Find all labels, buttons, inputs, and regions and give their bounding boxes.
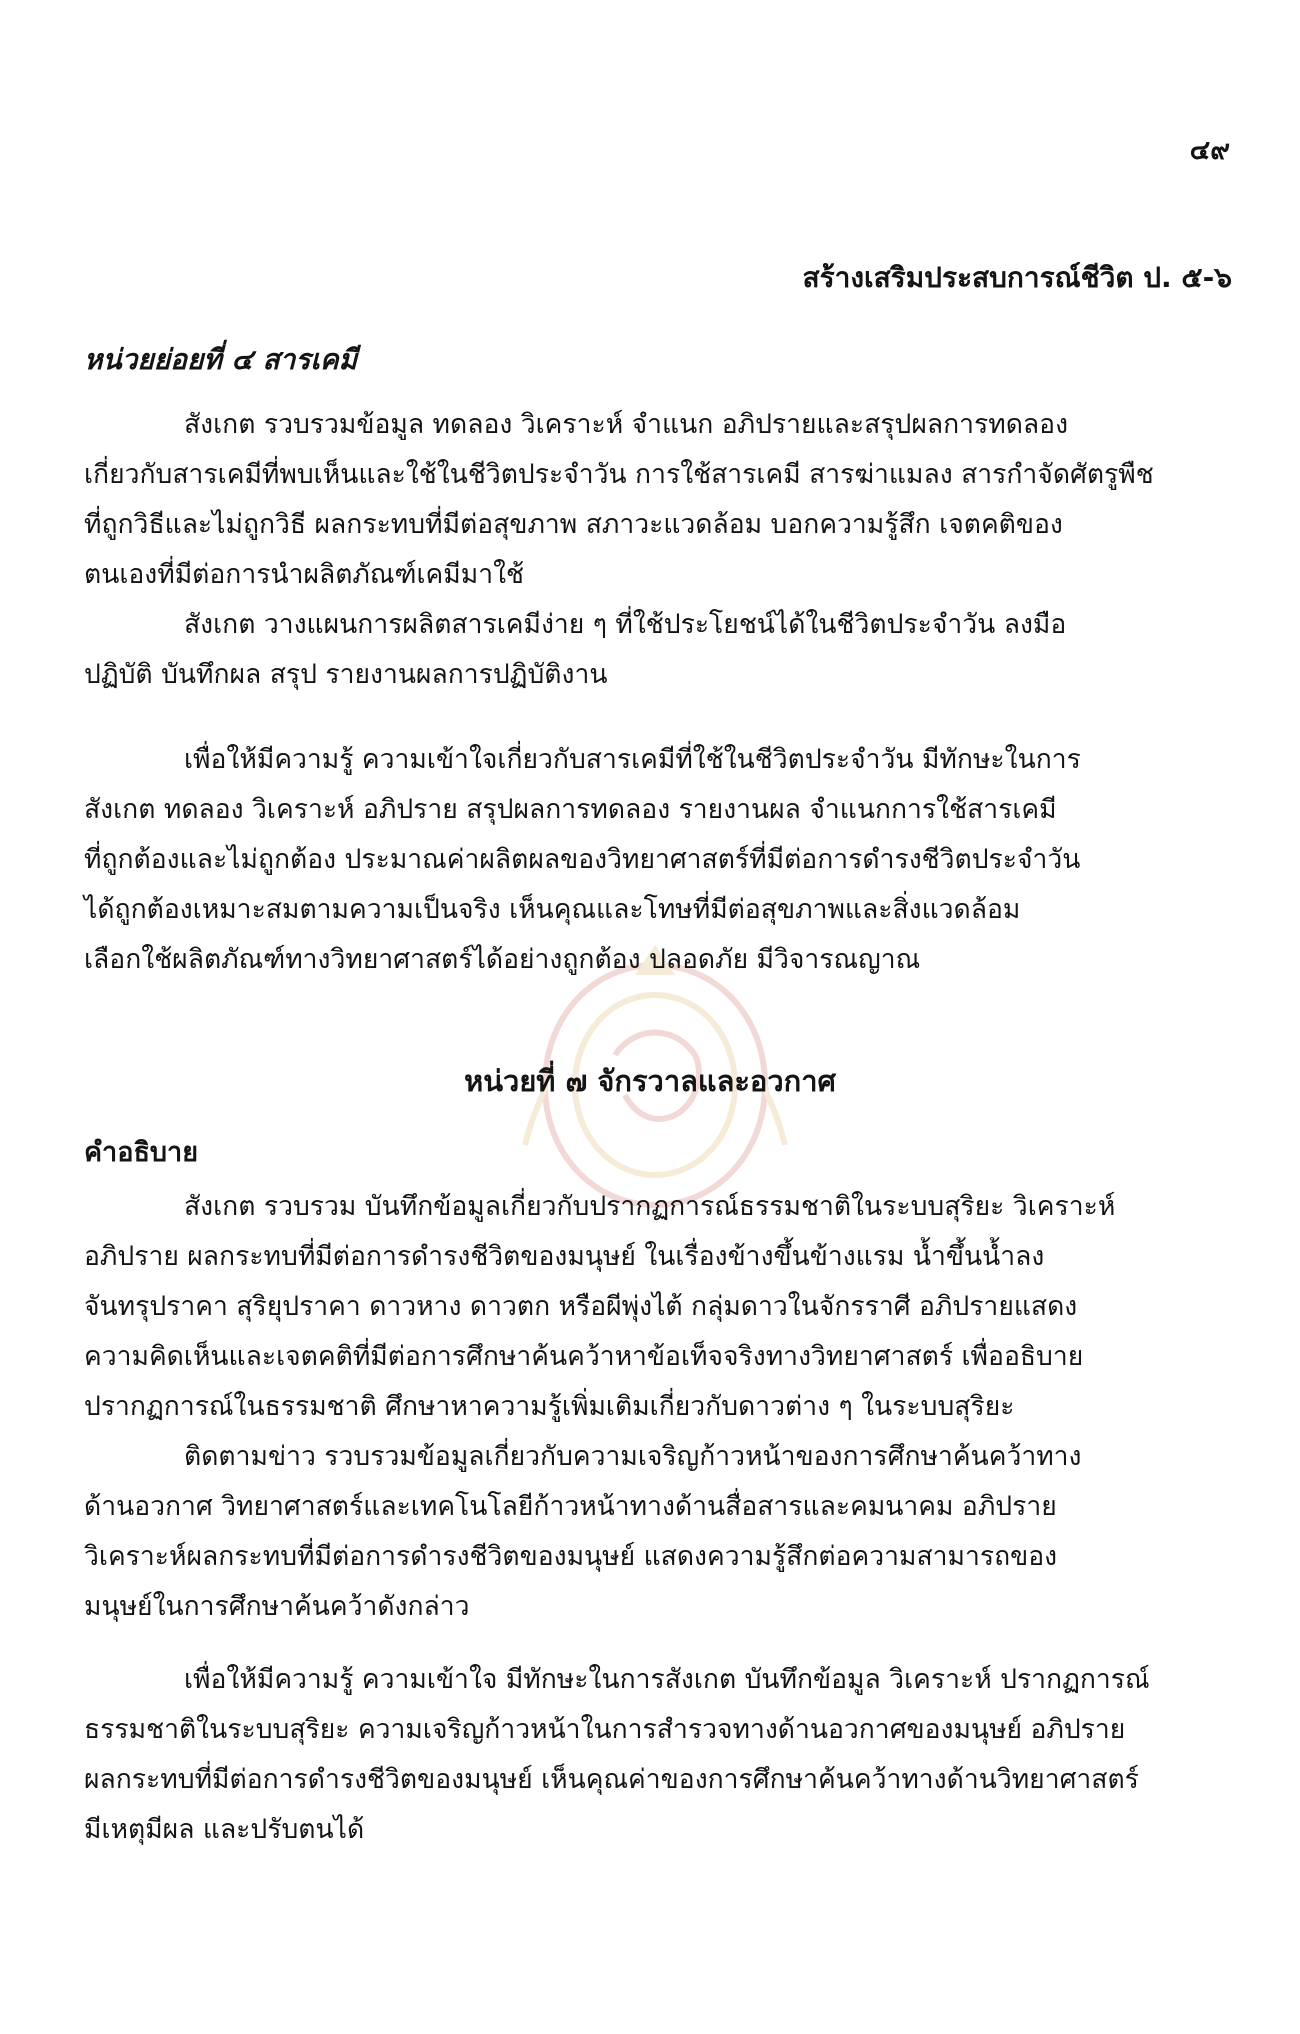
paragraph-line: จันทรุปราคา สุริยุปราคา ดาวหาง ดาวตก หรือผีพุ่งไต้ กลุ่มดาวในจักรราศี อภิปรายแสดง bbox=[84, 1291, 1078, 1322]
paragraph-line: เกี่ยวกับสารเคมีที่พบเห็นและใช้ในชีวิตประจำวัน การใช้สารเคมี สารฆ่าแมลง สารกำจัดศัตรูพืช bbox=[84, 459, 1154, 490]
paragraph-line: ที่ถูกต้องและไม่ถูกต้อง ประมาณค่าผลิตผลของวิทยาศาสตร์ที่มีต่อการดำรงชีวิตประจำวัน bbox=[84, 844, 1081, 875]
unit-paragraph-3 bbox=[84, 1655, 1234, 1855]
paragraph-line: สังเกต วางแผนการผลิตสารเคมีง่าย ๆ ที่ใช้ประโยชน์ได้ในชีวิตประจำวัน ลงมือ bbox=[184, 609, 1067, 640]
paragraph-line: มีเหตุมีผล และปรับตนได้ bbox=[84, 1814, 365, 1845]
subunit-paragraph-3 bbox=[84, 735, 1234, 985]
subunit-paragraph-1 bbox=[84, 400, 1234, 600]
paragraph-line: ธรรมชาติในระบบสุริยะ ความเจริญก้าวหน้าในการสำรวจทางด้านอวกาศของมนุษย์ อภิปราย bbox=[84, 1714, 1126, 1745]
unit-paragraph-1 bbox=[84, 1182, 1234, 1432]
paragraph-line: ติดตามข่าว รวบรวมข้อมูลเกี่ยวกับความเจริญก้าวหน้าของการศึกษาค้นคว้าทาง bbox=[184, 1441, 1082, 1472]
header-title: สร้างเสริมประสบการณ์ชีวิต ป. ๕-๖ bbox=[802, 261, 1232, 294]
unit-paragraph-2 bbox=[84, 1432, 1234, 1632]
paragraph-line: ที่ถูกวิธีและไม่ถูกวิธี ผลกระทบที่มีต่อสุขภาพ สภาวะแวดล้อม บอกความรู้สึก เจตคติของ bbox=[84, 509, 1063, 540]
subunit-title: หน่วยย่อยที่ ๔ สารเคมี bbox=[84, 343, 358, 376]
section-label: คำอธิบาย bbox=[84, 1137, 199, 1168]
paragraph-line: ปฏิบัติ บันทึกผล สรุป รายงานผลการปฏิบัติงาน bbox=[84, 659, 608, 690]
paragraph-line: มนุษย์ในการศึกษาค้นคว้าดังกล่าว bbox=[84, 1591, 470, 1622]
paragraph-line: สังเกต ทดลอง วิเคราะห์ อภิปราย สรุปผลการทดลอง รายงานผล จำแนกการใช้สารเคมี bbox=[84, 794, 1057, 825]
paragraph-line: ด้านอวกาศ วิทยาศาสตร์และเทคโนโลยีก้าวหน้าทางด้านสื่อสารและคมนาคม อภิปราย bbox=[84, 1491, 1057, 1522]
paragraph-line: เพื่อให้มีความรู้ ความเข้าใจ มีทักษะในการสังเกต บันทึกข้อมูล วิเคราะห์ ปรากฏการณ์ bbox=[184, 1664, 1150, 1695]
paragraph-line: วิเคราะห์ผลกระทบที่มีต่อการดำรงชีวิตของมนุษย์ แสดงความรู้สึกต่อความสามารถของ bbox=[84, 1541, 1058, 1572]
paragraph-line: ตนเองที่มีต่อการนำผลิตภัณฑ์เคมีมาใช้ bbox=[84, 559, 525, 590]
paragraph-line: ได้ถูกต้องเหมาะสมตามความเป็นจริง เห็นคุณและโทษที่มีต่อสุขภาพและสิ่งแวดล้อม bbox=[84, 894, 1021, 925]
paragraph-line: เลือกใช้ผลิตภัณฑ์ทางวิทยาศาสตร์ได้อย่างถูกต้อง ปลอดภัย มีวิจารณญาณ bbox=[84, 944, 921, 975]
paragraph-line: สังเกต รวบรวมข้อมูล ทดลอง วิเคราะห์ จำแนก อภิปรายและสรุปผลการทดลอง bbox=[184, 409, 1069, 440]
paragraph-line: เพื่อให้มีความรู้ ความเข้าใจเกี่ยวกับสารเคมีที่ใช้ในชีวิตประจำวัน มีทักษะในการ bbox=[184, 744, 1081, 775]
paragraph-line: ปรากฏการณ์ในธรรมชาติ ศึกษาหาความรู้เพิ่มเติมเกี่ยวกับดาวต่าง ๆ ในระบบสุริยะ bbox=[84, 1391, 1015, 1422]
page-number: ๔๙ bbox=[1189, 135, 1230, 166]
paragraph-line: ความคิดเห็นและเจตคติที่มีต่อการศึกษาค้นคว้าหาข้อเท็จจริงทางวิทยาศาสตร์ เพื่ออธิบาย bbox=[84, 1341, 1084, 1372]
paragraph-line: อภิปราย ผลกระทบที่มีต่อการดำรงชีวิตของมนุษย์ ในเรื่องข้างขึ้นข้างแรม น้ำขึ้นน้ำลง bbox=[84, 1241, 1045, 1272]
paragraph-line: ผลกระทบที่มีต่อการดำรงชีวิตของมนุษย์ เห็นคุณค่าของการศึกษาค้นคว้าทางด้านวิทยาศาสตร์ bbox=[84, 1764, 1139, 1795]
unit-title: หน่วยที่ ๗ จักรวาลและอวกาศ bbox=[464, 1064, 836, 1098]
subunit-paragraph-2 bbox=[84, 600, 1234, 700]
paragraph-line: สังเกต รวบรวม บันทึกข้อมูลเกี่ยวกับปรากฏการณ์ธรรมชาติในระบบสุริยะ วิเคราะห์ bbox=[184, 1191, 1116, 1222]
